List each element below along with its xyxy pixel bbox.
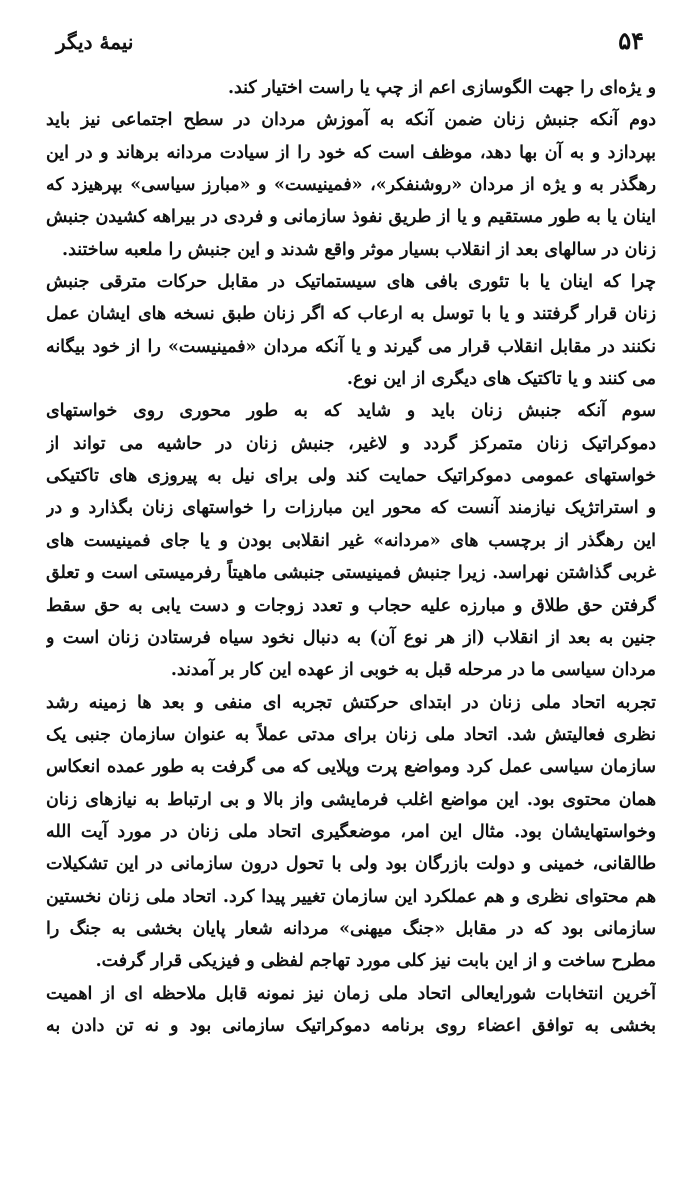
text-line: سازمان سیاسی عمل کرد ومواضع پرت وپلایی که می گرفت به طور عمده انعکاس — [46, 757, 656, 778]
text-line: سوم آنکه جنبش زنان باید و شاید که به طور محوری روی خواستهای — [46, 401, 656, 422]
text-line: بپردازد و به آن بها دهد، موظف است که خود را از سیادت مردانه برهاند و در این — [46, 142, 656, 163]
text-line: مردان سیاسی ما در مرحله قبل به خوبی از عهده این کار بر آمدند. — [170, 660, 656, 681]
text-line: گرفتن حق طلاق و مبارزه علیه حجاب و تعدد زوجات و دست یابی به حق سقط — [46, 595, 656, 616]
text-line: طالقانی، خمینی و دولت بازرگان بود ولی با تحول درون سازمانی در این تشکیلات — [46, 854, 656, 875]
text-line: بخشی به توافق اعضاء روی برنامه دموکراتیک سازمانی بود و نه تن دادن به — [46, 1015, 656, 1036]
text-line: همان محتوی بود. این مواضع اغلب فرمایشی واز بالا و بی ارتباط به نیازهای زنان — [46, 789, 656, 810]
text-line: رهگذر به و یژه از مردان «روشنفکر»، «فمینیست» و «مبارز سیاسی» بپرهیزد که — [46, 175, 656, 196]
text-line: زنان در سالهای بعد از انقلاب بسیار موثر واقع شدند و این جنبش را ملعبه ساختند. — [62, 239, 656, 260]
running-head: نیمهٔ دیگر — [56, 30, 134, 54]
text-line: می کنند و یا تاکتیک های دیگری از این نوع. — [346, 369, 656, 390]
text-line: دموکراتیک زنان متمرکز گردد و لاغیر، جنبش زنان در حاشیه می تواند از — [46, 433, 656, 454]
text-line: غربی گذاشتن نهراسد. زیرا جنبش فمینیستی جنبشی ماهیتاً رفرمیستی است و تعلق — [46, 563, 656, 584]
text-line: این رهگذر از برچسب های «مردانه» غیر انقلابی بودن و یا جای فمینیست های — [46, 530, 656, 551]
text-line: وخواستهایشان بود. مثال این امر، موضعگیری اتحاد ملی زنان در مورد آیت الله — [46, 821, 656, 842]
text-line: سازمانی بود که در مقابل «جنگ میهنی» مردانه شعار پایان بخشی به جنگ را — [46, 918, 656, 939]
body-text — [46, 72, 656, 1042]
text-line: زنان قرار گرفتند و یا با توسل به ارعاب که اگر زنان طبق نسخه های ایشان عمل — [46, 304, 656, 325]
text-line: و یژه‌ای را جهت الگوسازی اعم از چپ یا راست اختیار کند. — [228, 78, 656, 98]
text-line: دوم آنکه جنبش زنان ضمن آنکه به آموزش مردان در سطح اجتماعی نیز باید — [46, 110, 656, 131]
text-line: مطرح ساخت و از این بابت نیز کلی مورد تهاجم لفظی و فیزیکی قرار گرفت. — [95, 951, 656, 972]
text-line: اینان یا به طور مستقیم و یا از طریق نفوذ سازمانی و فردی در بیراهه کشیدن جنبش — [46, 207, 656, 228]
text-line: هم محتوای نظری و هم عملکرد این سازمان تغییر پیدا کرد. اتحاد ملی زنان نخستین — [46, 886, 656, 907]
page-number: ۵۴ — [618, 26, 644, 55]
text-line: و استراتژیک نیازمند آنست که محور این مبارزات را خواستهای زنان بگذارد و در — [46, 498, 656, 519]
text-line: تجربه اتحاد ملی زنان در ابتدای حرکتش تجربه ای منفی و بعد ها زمینه رشد — [46, 692, 656, 713]
text-line: جنین به بعد از انقلاب (از هر نوع آن) به دنبال نخود سیاه فرستادن زنان است و — [46, 627, 656, 648]
text-line: نظری فعالیتش شد. اتحاد ملی زنان برای مدتی عملاً به عنوان سازمان جنبی یک — [46, 724, 656, 745]
text-line: چرا که اینان یا با تئوری بافی های سیستماتیک در مقابل حرکات مترقی جنبش — [46, 272, 656, 293]
text-line: آخرین انتخابات شورایعالی اتحاد ملی زمان نیز نمونه قابل ملاحظه ای از اهمیت — [46, 983, 656, 1004]
text-line: نکنند در مقابل انقلاب قرار می گیرند و یا آنکه مردان «فمینیست» را از خود بیگانه — [46, 336, 656, 357]
page-header — [40, 22, 656, 62]
text-line: خواستهای عمومی دموکراتیک حمایت کند ولی برای نیل به پیروزی های تاکتیکی — [46, 466, 656, 487]
